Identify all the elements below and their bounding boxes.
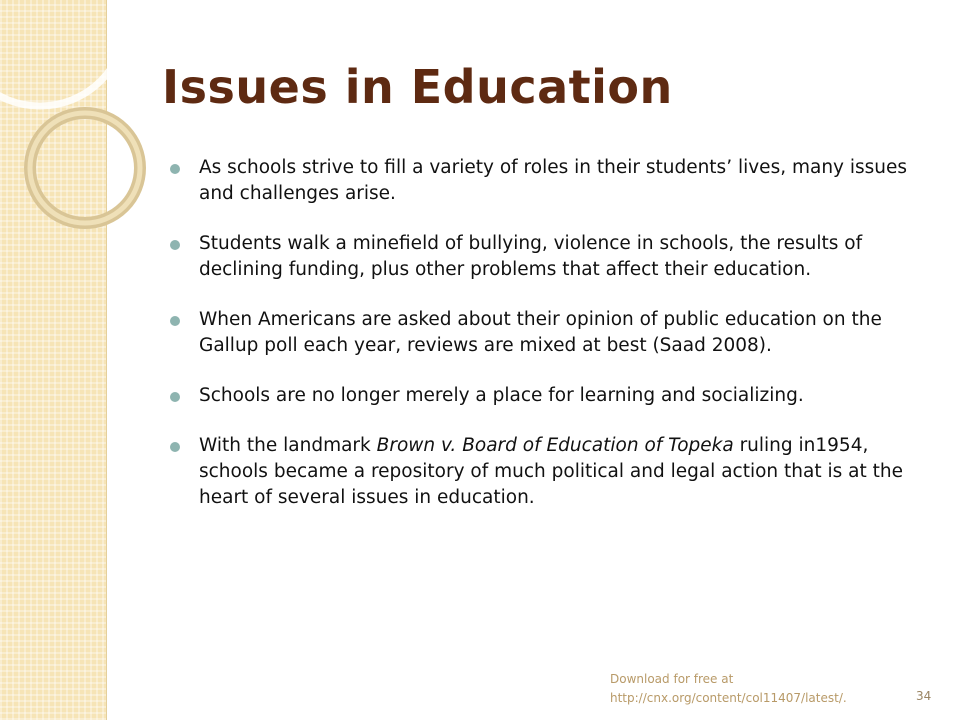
page-number: 34 xyxy=(916,689,932,703)
bullet-dot-icon xyxy=(170,164,180,174)
footer-line-1: Download for free at xyxy=(610,672,734,686)
bullet-text: As schools strive to fill a variety of roles in their students’ lives, many issues and challenges arise. xyxy=(199,157,908,204)
footer-source xyxy=(610,670,890,708)
bullet-text: Schools are no longer merely a place for learning and socializing. xyxy=(199,385,804,406)
bullet-item xyxy=(170,231,930,283)
bullet-item xyxy=(170,433,930,511)
bullet-item xyxy=(170,383,930,409)
bullet-dot-icon xyxy=(170,392,180,402)
bullet-list xyxy=(170,155,930,535)
bullet-text-after: ruling in1954, schools became a repository of much political and legal action that is at the heart of several issues in education. xyxy=(199,435,903,508)
case-name-italic: Brown v. Board of Education of Topeka xyxy=(376,435,734,456)
decorative-ring-lower-inner xyxy=(30,113,140,223)
slide-title: Issues in Education xyxy=(162,60,673,114)
bullet-text: Students walk a minefield of bullying, violence in schools, the results of declining funding, plus other problems that affect their education. xyxy=(199,233,863,280)
bullet-dot-icon xyxy=(170,316,180,326)
bullet-dot-icon xyxy=(170,442,180,452)
decorative-ring-large xyxy=(0,0,126,106)
bullet-text: When Americans are asked about their opinion of public education on the Gallup poll each year, reviews are mixed at best (Saad 2008). xyxy=(199,309,882,356)
bullet-item xyxy=(170,307,930,359)
footer-link[interactable]: http://cnx.org/content/col11407/latest/. xyxy=(610,691,847,705)
bullet-dot-icon xyxy=(170,240,180,250)
bullet-text xyxy=(199,435,903,508)
bullet-item xyxy=(170,155,930,207)
bullet-text-before: With the landmark xyxy=(199,435,377,456)
decorative-rings xyxy=(0,0,160,260)
